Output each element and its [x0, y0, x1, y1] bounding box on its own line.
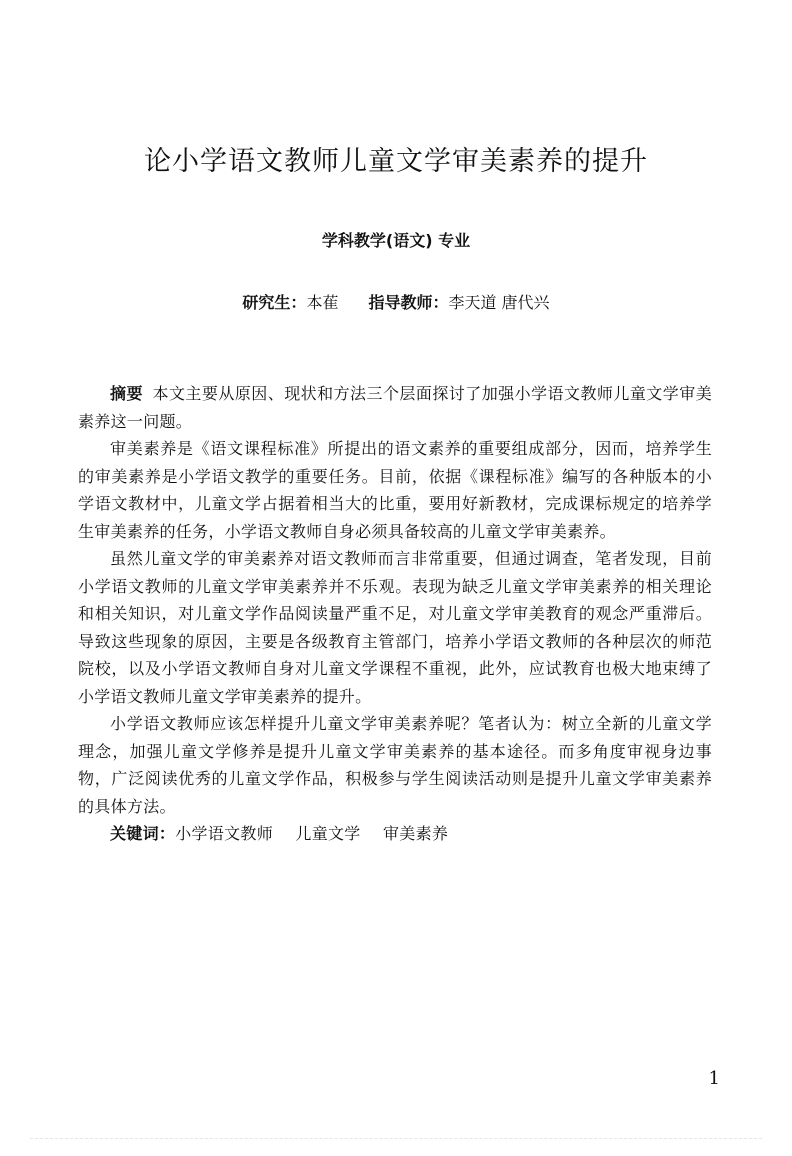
- keyword-term: 儿童文学: [295, 824, 361, 843]
- paper-title: 论小学语文教师儿童文学审美素养的提升: [144, 146, 648, 177]
- abstract-paragraph: 虽然儿童文学的审美素养对语文教师而言非常重要，但通过调查，笔者发现，目前小学语文教师的儿童文学审美素养并不乐观。表现为缺乏儿童文学审美素养的相关理论和相关知识，对儿童文学作品阅读量严重不足，对儿童文学审美教育的观念严重滞后。导致这些现象的原因，主要是各级教育主管部门，培养小学语文教师的各种层次的师范院校，以及小学语文教师自身对儿童文学课程不重视，此外，应试教育也极大地束缚了小学语文教师儿童文学审美素养的提升。: [78, 549, 712, 706]
- keywords-label: 关键词：: [110, 824, 176, 843]
- abstract-paragraph: [78, 380, 712, 435]
- abstract-paragraph: 审美素养是《语文课程标准》所提出的语文素养的重要组成部分，因而，培养学生的审美素养是小学语文教学的重要任务。目前，依据《课程标准》编写的各种版本的小学语文教材中，儿童文学占据着相当大的比重，要用好新教材，完成课标规定的培养学生审美素养的任务，小学语文教师自身必须具备较高的儿童文学审美素养。: [78, 439, 712, 541]
- author-line: [0, 290, 792, 316]
- page-number: 1: [708, 1068, 720, 1089]
- keyword-term: 审美素养: [383, 824, 449, 843]
- abstract-paragraph-text: 本文主要从原因、现状和方法三个层面探讨了加强小学语文教师儿童文学审美素养这一问题。: [78, 384, 712, 431]
- major-line: 学科教学(语文) 专业: [321, 231, 471, 250]
- advisor-names: 李天道 唐代兴: [448, 293, 550, 312]
- advisor-label: 指导教师：: [368, 293, 449, 312]
- abstract-section: [78, 380, 712, 848]
- footer-divider: [30, 1138, 762, 1139]
- student-name: 本萑: [306, 293, 339, 312]
- keyword-term: 小学语文教师: [175, 824, 274, 843]
- keywords-line: [78, 820, 712, 848]
- abstract-paragraph: 小学语文教师应该怎样提升儿童文学审美素养呢？笔者认为：树立全新的儿童文学理念，加强儿童文学修养是提升儿童文学审美素养的基本途径。而多角度审视身边事物，广泛阅读优秀的儿童文学作品，积极参与学生阅读活动则是提升儿童文学审美素养的具体方法。: [78, 714, 712, 816]
- abstract-label: 摘要: [110, 384, 143, 403]
- student-label: 研究生：: [242, 293, 307, 312]
